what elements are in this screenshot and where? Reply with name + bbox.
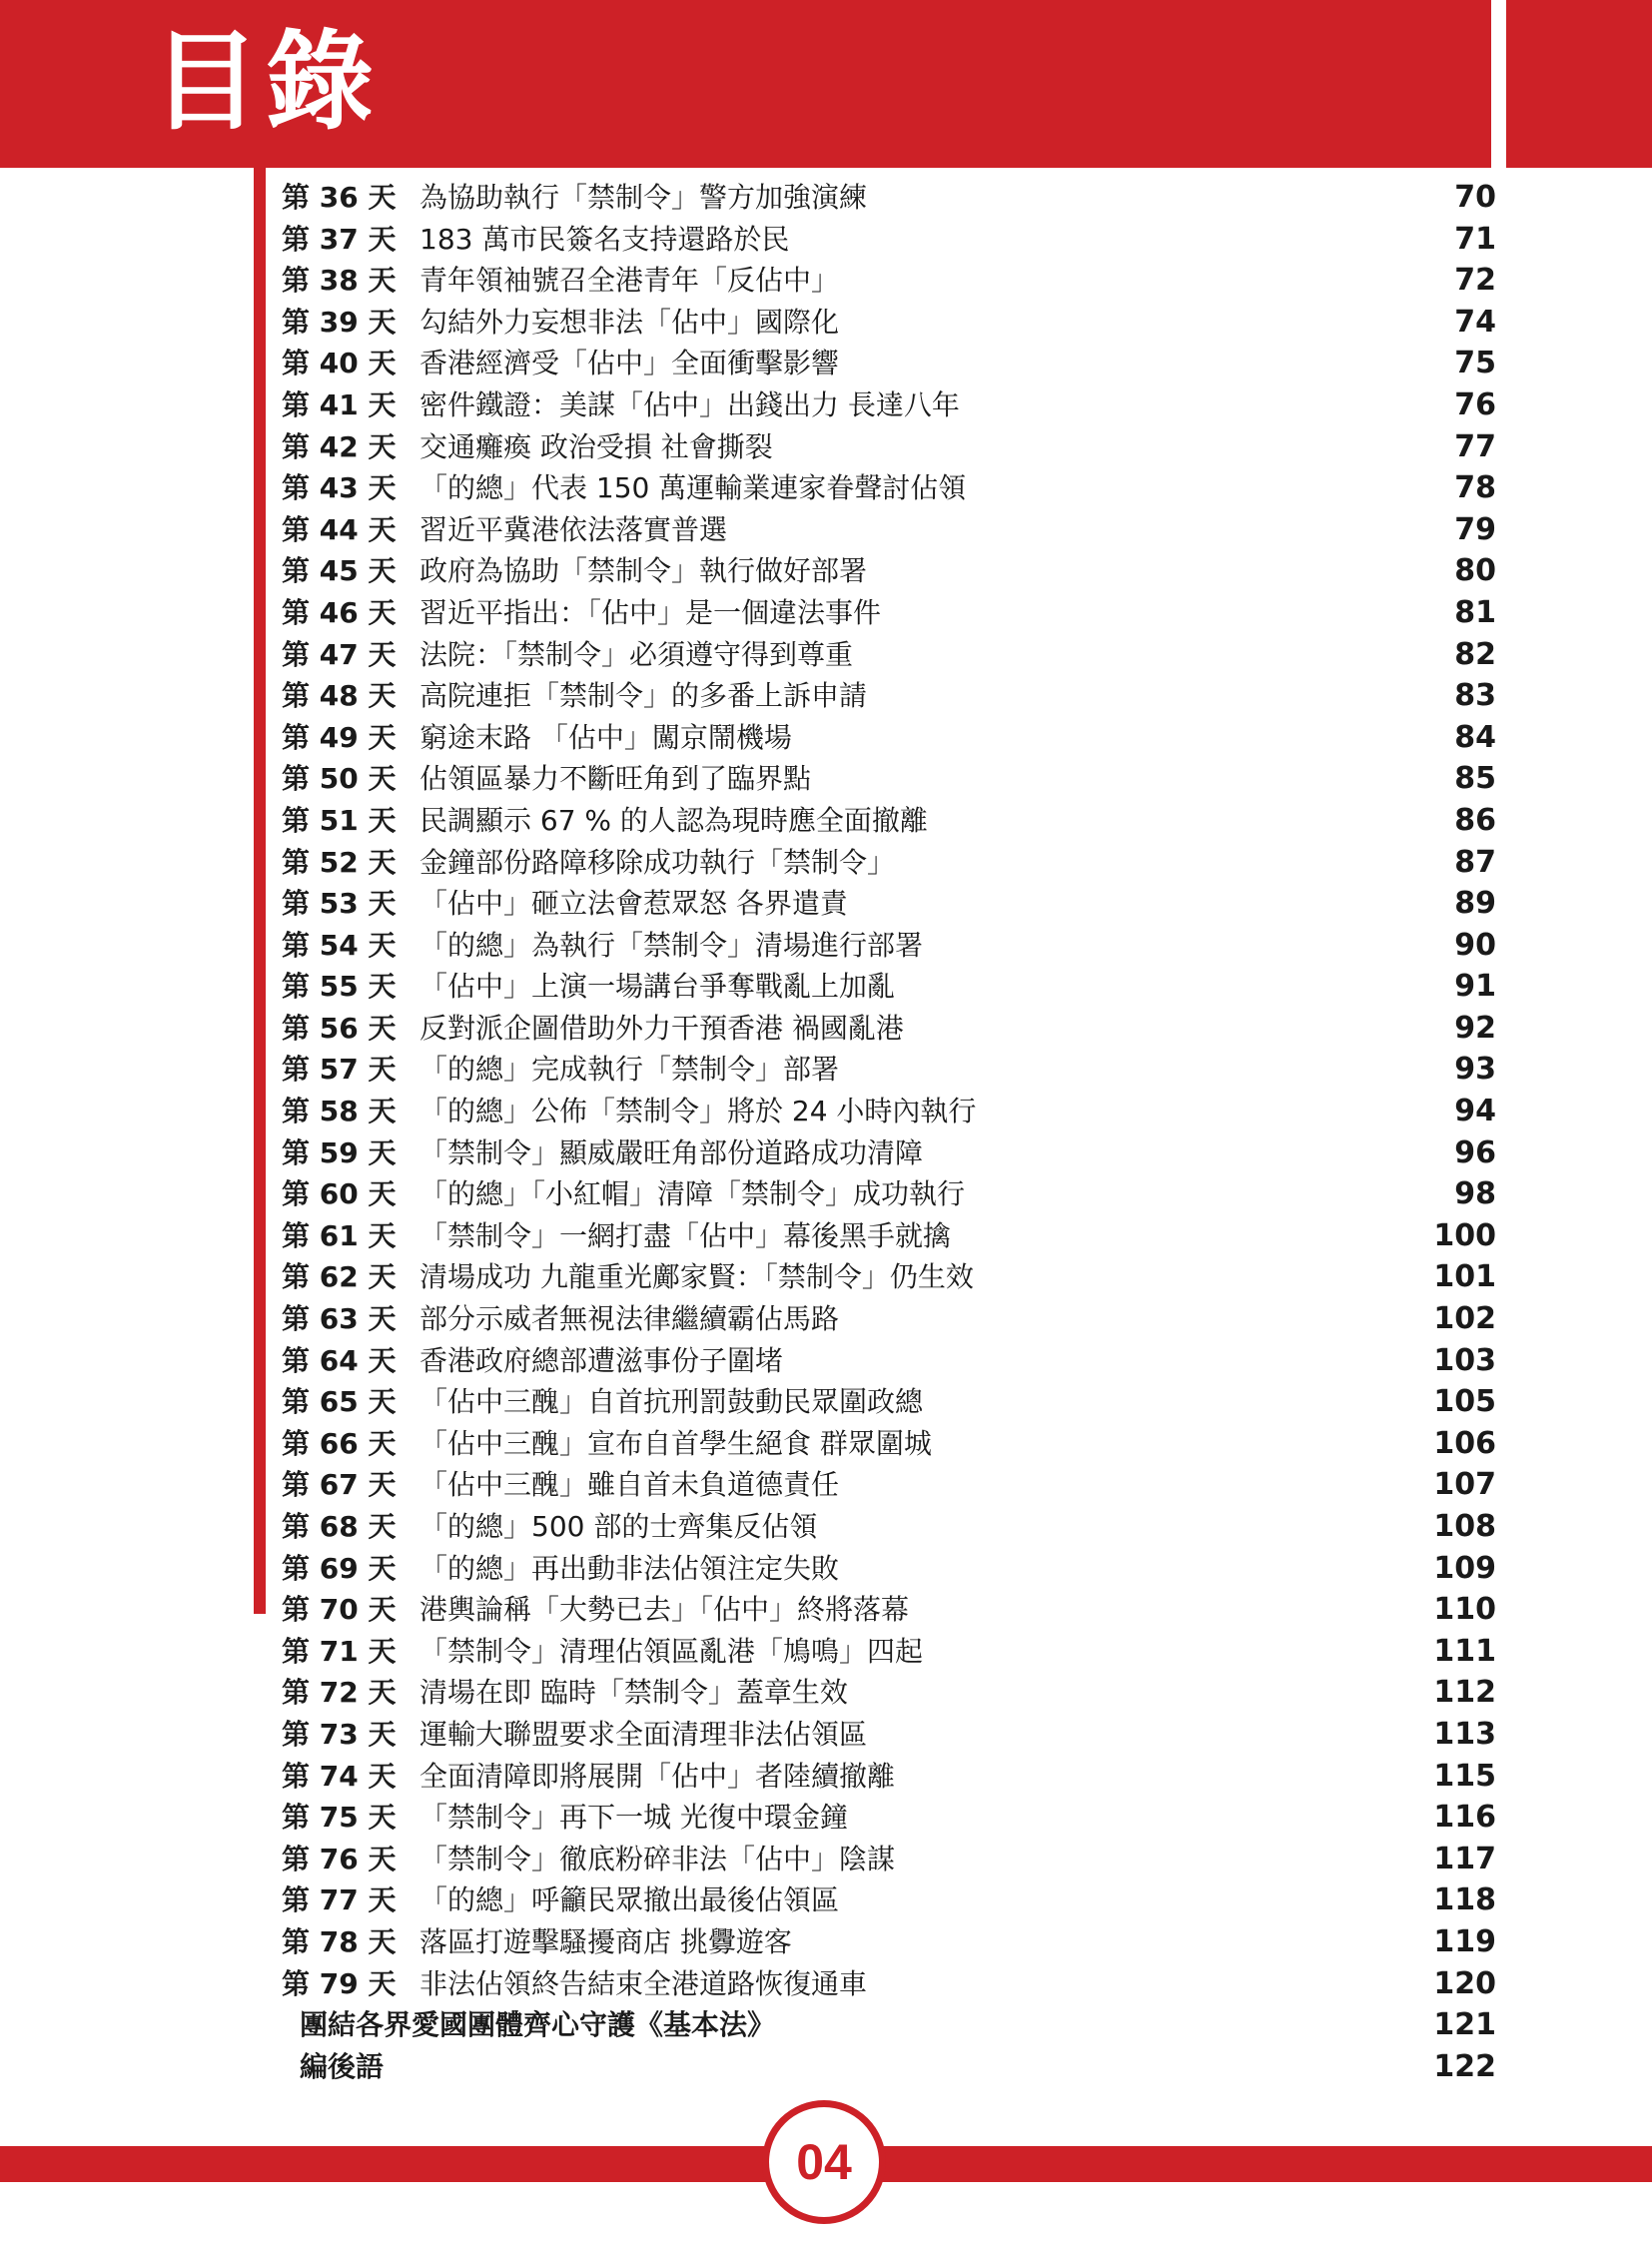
- toc-page-number: 101: [1433, 1259, 1496, 1295]
- toc-entry[interactable]: [282, 1506, 1496, 1548]
- toc-entry-title: 清場成功 九龍重光鄺家賢：「禁制令」仍生效: [419, 1260, 974, 1294]
- toc-entry-title: 「禁制令」再下一城 光復中環金鐘: [419, 1801, 848, 1835]
- toc-page-number: 100: [1433, 1217, 1496, 1253]
- toc-page-number: 103: [1433, 1342, 1496, 1378]
- toc-entry-title: 落區打遊擊騷擾商店 挑釁遊客: [419, 1924, 792, 1958]
- toc-page-number: 72: [1454, 263, 1496, 299]
- toc-entry-title: 佔領區暴力不斷旺角到了臨界點: [419, 762, 812, 796]
- toc-page-number: 79: [1454, 511, 1496, 547]
- toc-entry-title: 密件鐵證：美謀「佔中」出錢出力 長達八年: [419, 387, 960, 421]
- toc-page-number: 89: [1454, 886, 1496, 922]
- toc-day-label: 第 46 天: [282, 595, 397, 629]
- toc-day-label: 第 65 天: [282, 1385, 397, 1419]
- toc-day-label: 第 58 天: [282, 1095, 397, 1128]
- toc-entry-title: 部分示威者無視法律繼續霸佔馬路: [419, 1302, 840, 1336]
- toc-entry-title: 習近平指出：「佔中」是一個違法事件: [419, 595, 882, 629]
- toc-entry-title: 「的總」公佈「禁制令」將於 24 小時內執行: [419, 1095, 977, 1128]
- toc-entry-title: 香港經濟受「佔中」全面衝擊影響: [419, 347, 840, 380]
- toc-page-number: 82: [1454, 636, 1496, 672]
- toc-entry[interactable]: [282, 675, 1496, 717]
- toc-entry-title: 「佔中三醜」雖自首未負道德責任: [419, 1468, 840, 1502]
- toc-page-number: 109: [1433, 1550, 1496, 1586]
- toc-entry-title: 「的總」再出動非法佔領注定失敗: [419, 1551, 840, 1585]
- toc-entry[interactable]: [282, 1132, 1496, 1174]
- toc-entry[interactable]: [282, 219, 1496, 261]
- toc-page-number: 106: [1433, 1425, 1496, 1461]
- toc-entry-title: 青年領袖號召全港青年「反佔中」: [419, 264, 840, 298]
- toc-entry-title: 「佔中」上演一場講台爭奪戰亂上加亂: [419, 970, 896, 1004]
- toc-entry-title: 運輸大聯盟要求全面清理非法佔領區: [419, 1717, 868, 1751]
- toc-day-label: 第 71 天: [282, 1634, 397, 1668]
- toc-day-label: 第 63 天: [282, 1302, 397, 1336]
- toc-entry-title: 習近平冀港依法落實普選: [419, 512, 728, 546]
- toc-entry[interactable]: [282, 925, 1496, 967]
- toc-day-label: 第 36 天: [282, 181, 397, 214]
- toc-page-number: 102: [1433, 1301, 1496, 1337]
- toc-page-number: 115: [1433, 1758, 1496, 1794]
- toc-entry[interactable]: [282, 1839, 1496, 1880]
- toc-entry-title: 政府為協助「禁制令」執行做好部署: [419, 554, 868, 588]
- toc-day-label: 第 70 天: [282, 1593, 397, 1627]
- toc-page-number: 93: [1454, 1052, 1496, 1088]
- toc-page-number: 70: [1454, 180, 1496, 215]
- toc-day-label: 第 66 天: [282, 1426, 397, 1460]
- toc-entry-title: 「禁制令」一網打盡「佔中」幕後黑手就擒: [419, 1218, 952, 1252]
- toc-entry-title: 清場在即 臨時「禁制令」蓋章生效: [419, 1676, 848, 1710]
- toc-page-number: 71: [1454, 221, 1496, 257]
- toc-entry-title: 民調顯示 67 % 的人認為現時應全面撤離: [419, 803, 928, 837]
- toc-page-number: 92: [1454, 1010, 1496, 1046]
- toc-page-number: 85: [1454, 761, 1496, 797]
- toc-page-number: 105: [1433, 1384, 1496, 1420]
- toc-page-number: 80: [1454, 553, 1496, 589]
- toc-entry[interactable]: [282, 1008, 1496, 1050]
- toc-entry[interactable]: [282, 966, 1496, 1008]
- toc-day-label: 第 45 天: [282, 554, 397, 588]
- toc-entry[interactable]: [282, 1797, 1496, 1839]
- toc-extra-title: 團結各界愛國團體齊心守護《基本法》: [300, 2008, 776, 2042]
- toc-entry-title: 法院：「禁制令」必須遵守得到尊重: [419, 637, 854, 671]
- toc-entry[interactable]: [282, 550, 1496, 592]
- toc-entry[interactable]: [282, 384, 1496, 426]
- toc-day-label: 第 56 天: [282, 1011, 397, 1045]
- toc-entry-title: 「佔中」砸立法會惹眾怒 各界遣責: [419, 887, 848, 921]
- page-title: 目錄: [152, 20, 381, 145]
- toc-entry[interactable]: [282, 800, 1496, 842]
- toc-day-label: 第 37 天: [282, 222, 397, 256]
- toc-page-number: 77: [1454, 428, 1496, 464]
- toc-extra-entry[interactable]: [282, 2004, 1496, 2046]
- toc-entry[interactable]: [282, 1091, 1496, 1132]
- toc-day-label: 第 72 天: [282, 1676, 397, 1710]
- toc-page-number: 120: [1433, 1965, 1496, 2001]
- toc-entry[interactable]: [282, 1215, 1496, 1257]
- toc-day-label: 第 40 天: [282, 347, 397, 380]
- toc-day-label: 第 39 天: [282, 305, 397, 339]
- toc-day-label: 第 42 天: [282, 429, 397, 463]
- toc-day-label: 第 49 天: [282, 720, 397, 754]
- toc-entry[interactable]: [282, 1464, 1496, 1506]
- toc-page-number: 110: [1433, 1592, 1496, 1628]
- toc-page-number: 107: [1433, 1467, 1496, 1503]
- toc-day-label: 第 62 天: [282, 1260, 397, 1294]
- toc-entry-title: 「禁制令」徹底粉碎非法「佔中」陰謀: [419, 1842, 896, 1875]
- toc-page-number: 98: [1454, 1176, 1496, 1212]
- toc-page-number: 111: [1433, 1633, 1496, 1669]
- toc-page-number: 84: [1454, 719, 1496, 755]
- toc-page-number: 118: [1433, 1882, 1496, 1918]
- toc-extra-title: 編後語: [300, 2049, 385, 2083]
- toc-day-label: 第 48 天: [282, 679, 397, 713]
- toc-entry[interactable]: [282, 302, 1496, 344]
- toc-day-label: 第 67 天: [282, 1468, 397, 1502]
- toc-entry-title: 香港政府總部遭滋事份子圍堵: [419, 1343, 784, 1377]
- toc-entry-title: 「禁制令」顯威嚴旺角部份道路成功清障: [419, 1135, 924, 1169]
- toc-entry-title: 「的總」為執行「禁制令」清場進行部署: [419, 928, 924, 962]
- toc-entry-title: 全面清障即將展開「佔中」者陸續撤離: [419, 1759, 896, 1793]
- toc-entry[interactable]: [282, 1589, 1496, 1631]
- toc-entry-title: 非法佔領終告結束全港道路恢復通車: [419, 1966, 868, 2000]
- toc-day-label: 第 47 天: [282, 637, 397, 671]
- toc-entry-title: 窮途末路 「佔中」闖京鬧機場: [419, 720, 792, 754]
- toc-entry[interactable]: [282, 842, 1496, 884]
- toc-entry-title: 勾結外力妄想非法「佔中」國際化: [419, 305, 840, 339]
- toc-day-label: 第 55 天: [282, 970, 397, 1004]
- toc-day-label: 第 79 天: [282, 1966, 397, 2000]
- toc-entry-title: 高院連拒「禁制令」的多番上訴申請: [419, 679, 868, 713]
- toc-entry-title: 「的總」「小紅帽」清障「禁制令」成功執行: [419, 1177, 966, 1211]
- toc-page-number: 122: [1433, 2048, 1496, 2084]
- toc-day-label: 第 78 天: [282, 1924, 397, 1958]
- toc-day-label: 第 73 天: [282, 1717, 397, 1751]
- toc-entry-title: 183 萬市民簽名支持還路於民: [419, 222, 790, 256]
- toc-entry[interactable]: [282, 177, 1496, 219]
- toc-page-number: 86: [1454, 802, 1496, 838]
- toc-page-number: 90: [1454, 927, 1496, 963]
- toc-entry-title: 「佔中三醜」宣布自首學生絕食 群眾圍城: [419, 1426, 932, 1460]
- toc-entry[interactable]: [282, 1381, 1496, 1423]
- toc-entry[interactable]: [282, 1423, 1496, 1465]
- toc-day-label: 第 76 天: [282, 1842, 397, 1875]
- toc-entry[interactable]: [282, 1548, 1496, 1590]
- toc-day-label: 第 54 天: [282, 928, 397, 962]
- toc-entry[interactable]: [282, 758, 1496, 800]
- toc-page-number: 74: [1454, 304, 1496, 340]
- toc-entry-title: 「禁制令」清理佔領區亂港「鳩鳴」四起: [419, 1634, 924, 1668]
- toc-day-label: 第 75 天: [282, 1801, 397, 1835]
- toc-day-label: 第 44 天: [282, 512, 397, 546]
- toc-entry[interactable]: [282, 467, 1496, 509]
- toc-entry-title: 交通癱瘓 政治受損 社會撕裂: [419, 429, 773, 463]
- toc-entry[interactable]: [282, 1631, 1496, 1673]
- toc-entry[interactable]: [282, 634, 1496, 676]
- toc-day-label: 第 57 天: [282, 1053, 397, 1087]
- toc-entry[interactable]: [282, 883, 1496, 925]
- page-number-badge: [762, 2100, 886, 2224]
- toc-page-number: 83: [1454, 678, 1496, 714]
- table-of-contents: [282, 177, 1496, 2087]
- toc-entry[interactable]: [282, 1879, 1496, 1921]
- toc-day-label: 第 61 天: [282, 1218, 397, 1252]
- toc-page-number: 113: [1433, 1716, 1496, 1752]
- toc-page-number: 116: [1433, 1800, 1496, 1836]
- toc-entry[interactable]: [282, 1298, 1496, 1340]
- toc-day-label: 第 52 天: [282, 845, 397, 879]
- toc-day-label: 第 59 天: [282, 1135, 397, 1169]
- toc-entry-title: 「佔中三醜」自首抗刑罰鼓動民眾圍政總: [419, 1385, 924, 1419]
- toc-day-label: 第 74 天: [282, 1759, 397, 1793]
- toc-entry[interactable]: [282, 592, 1496, 634]
- toc-entry[interactable]: [282, 426, 1496, 468]
- toc-page-number: 87: [1454, 844, 1496, 880]
- toc-day-label: 第 50 天: [282, 762, 397, 796]
- toc-entry[interactable]: [282, 717, 1496, 759]
- toc-entry[interactable]: [282, 1921, 1496, 1963]
- toc-day-label: 第 60 天: [282, 1177, 397, 1211]
- toc-page-number: 119: [1433, 1923, 1496, 1959]
- toc-entry-title: 「的總」代表 150 萬運輸業連家眷聲討佔領: [419, 471, 967, 505]
- toc-entry[interactable]: [282, 1173, 1496, 1215]
- toc-day-label: 第 77 天: [282, 1883, 397, 1917]
- toc-page-number: 81: [1454, 594, 1496, 630]
- toc-page-number: 78: [1454, 470, 1496, 506]
- page-number: 04: [796, 2134, 852, 2190]
- toc-entry-title: 港輿論稱「大勢已去」「佔中」終將落幕: [419, 1593, 910, 1627]
- toc-entry-title: 「的總」完成執行「禁制令」部署: [419, 1053, 840, 1087]
- toc-entry-title: 「的總」呼籲民眾撤出最後佔領區: [419, 1883, 840, 1917]
- toc-entry-title: 為協助執行「禁制令」警方加強演練: [419, 181, 868, 214]
- toc-entry-title: 金鐘部份路障移除成功執行「禁制令」: [419, 845, 896, 879]
- toc-page-number: 117: [1433, 1841, 1496, 1876]
- toc-entry[interactable]: [282, 1963, 1496, 2005]
- toc-entry[interactable]: [282, 1256, 1496, 1298]
- toc-day-label: 第 51 天: [282, 803, 397, 837]
- toc-page-number: 112: [1433, 1675, 1496, 1711]
- header-corner-block: [1506, 0, 1652, 168]
- toc-day-label: 第 53 天: [282, 887, 397, 921]
- toc-entry[interactable]: [282, 1340, 1496, 1382]
- toc-extra-entry[interactable]: [282, 2046, 1496, 2088]
- toc-entry[interactable]: [282, 509, 1496, 551]
- toc-entry-title: 「的總」500 部的士齊集反佔領: [419, 1510, 818, 1543]
- toc-day-label: 第 64 天: [282, 1343, 397, 1377]
- toc-entry[interactable]: [282, 260, 1496, 302]
- toc-page-number: 108: [1433, 1509, 1496, 1544]
- toc-day-label: 第 43 天: [282, 471, 397, 505]
- toc-page-number: 121: [1433, 2007, 1496, 2043]
- toc-page-number: 75: [1454, 346, 1496, 381]
- toc-entry[interactable]: [282, 1672, 1496, 1714]
- toc-day-label: 第 41 天: [282, 387, 397, 421]
- toc-entry[interactable]: [282, 343, 1496, 384]
- toc-entry[interactable]: [282, 1049, 1496, 1091]
- toc-entry-title: 反對派企圖借助外力干預香港 禍國亂港: [419, 1011, 904, 1045]
- toc-page-number: 94: [1454, 1094, 1496, 1129]
- toc-entry[interactable]: [282, 1714, 1496, 1756]
- toc-page-number: 91: [1454, 969, 1496, 1005]
- toc-day-label: 第 68 天: [282, 1510, 397, 1543]
- toc-page-number: 76: [1454, 386, 1496, 422]
- left-accent-rule: [254, 168, 266, 1614]
- toc-page-number: 96: [1454, 1134, 1496, 1170]
- toc-entry[interactable]: [282, 1756, 1496, 1798]
- toc-day-label: 第 69 天: [282, 1551, 397, 1585]
- toc-day-label: 第 38 天: [282, 264, 397, 298]
